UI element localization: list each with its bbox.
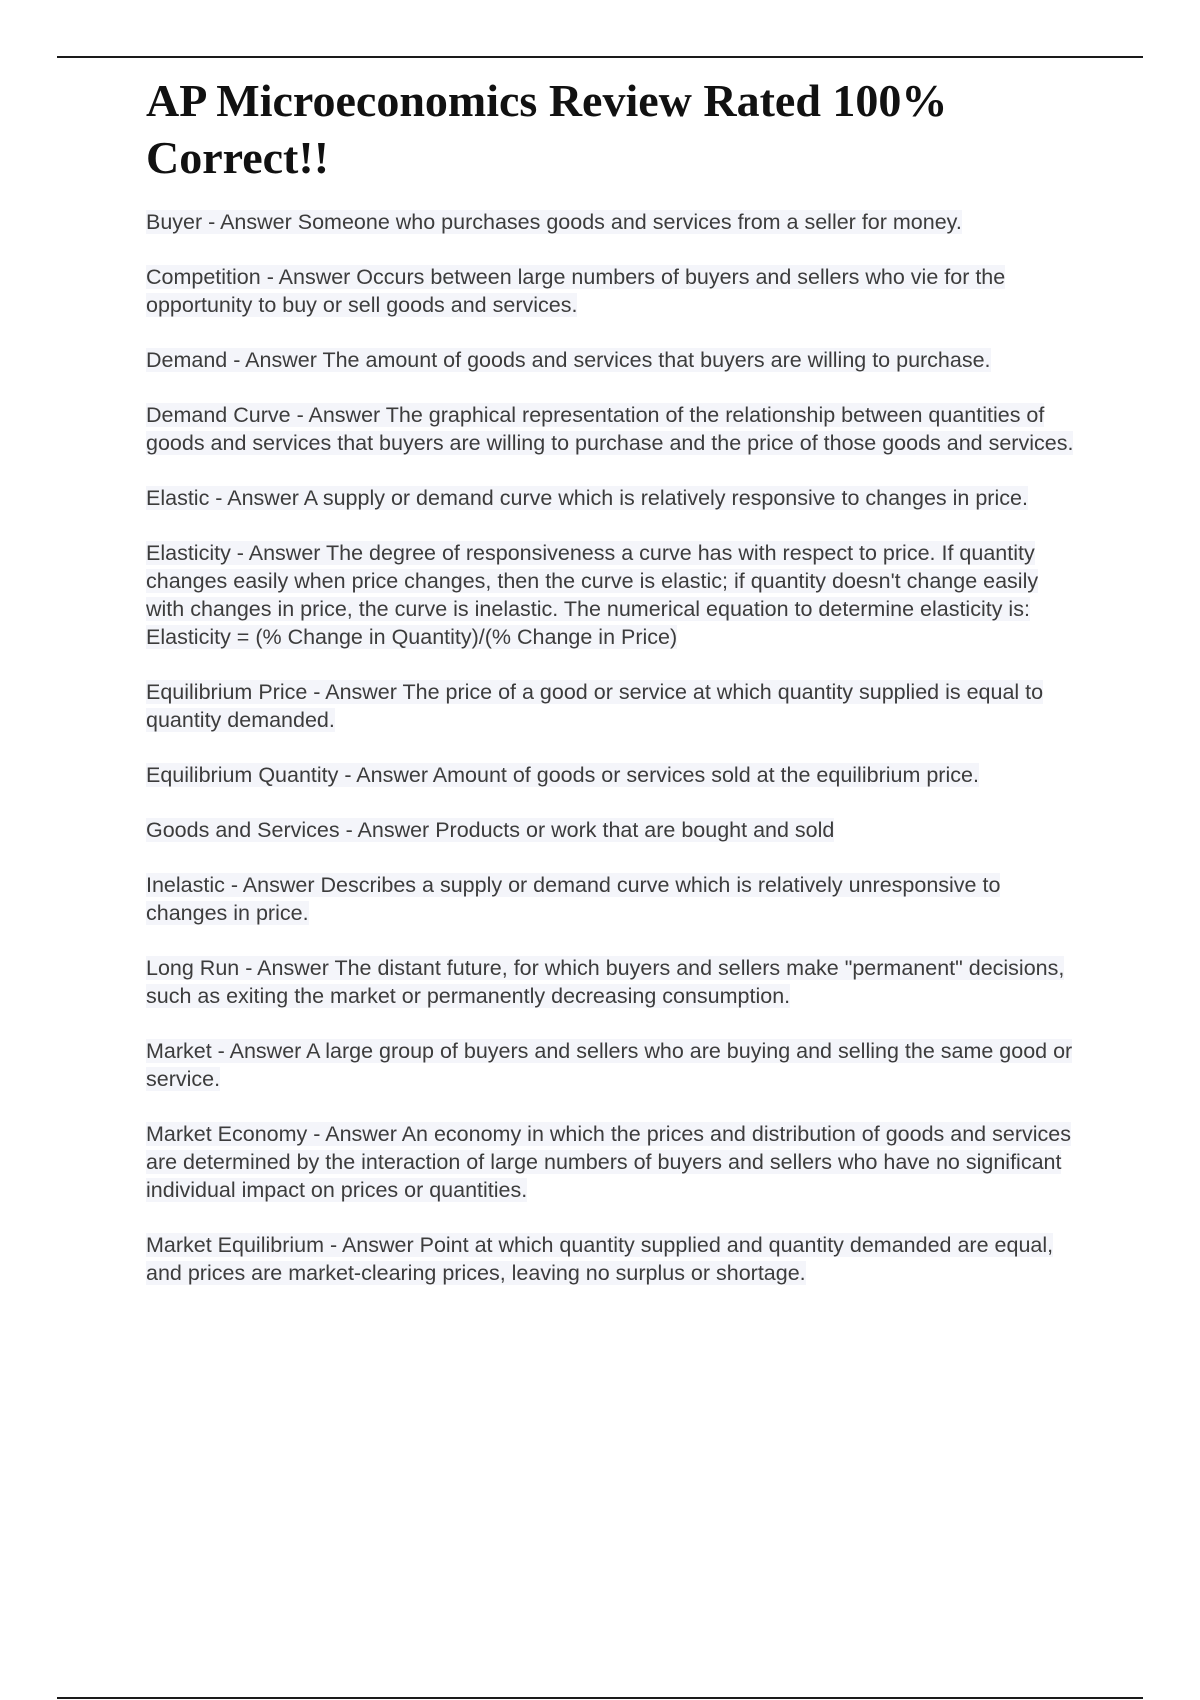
definition-text: Elasticity - Answer The degree of responsiveness a curve has with respect to price. If quantity changes easily when price changes, then the curve is elastic; if quantity doesn't change easily with changes in price, the curve is inelastic. The numerical equation to determine elasticity is: Elasticity = (% Change in Quantity)/(% Change in Price) <box>146 541 1039 649</box>
definition-entry <box>146 484 1076 512</box>
definition-text: Equilibrium Quantity - Answer Amount of goods or services sold at the equilibrium price. <box>146 763 979 787</box>
definition-text: Inelastic - Answer Describes a supply or demand curve which is relatively unresponsive to changes in price. <box>146 873 1001 925</box>
definition-text: Demand - Answer The amount of goods and services that buyers are willing to purchase. <box>146 348 991 372</box>
definition-entry <box>146 263 1076 319</box>
definition-text: Demand Curve - Answer The graphical representation of the relationship between quantities of goods and services that buyers are willing to purchase and the price of those goods and services. <box>146 403 1074 455</box>
definition-entry <box>146 1037 1076 1093</box>
definition-entry <box>146 1231 1076 1287</box>
definition-text: Market Equilibrium - Answer Point at which quantity supplied and quantity demanded are equal, and prices are market-clearing prices, leaving no surplus or shortage. <box>146 1233 1054 1285</box>
document-body <box>146 72 1076 1314</box>
bottom-rule <box>57 1697 1143 1699</box>
definition-text: Competition - Answer Occurs between large numbers of buyers and sellers who vie for the opportunity to buy or sell goods and services. <box>146 265 1006 317</box>
definition-text: Long Run - Answer The distant future, for which buyers and sellers make "permanent" decisions, such as exiting the market or permanently decreasing consumption. <box>146 956 1065 1008</box>
definition-text: Buyer - Answer Someone who purchases goods and services from a seller for money. <box>146 210 962 234</box>
definition-entry <box>146 678 1076 734</box>
definition-entry <box>146 401 1076 457</box>
document-title: AP Microeconomics Review Rated 100% Correct!! <box>146 75 948 183</box>
definition-text: Equilibrium Price - Answer The price of a good or service at which quantity supplied is equal to quantity demanded. <box>146 680 1044 732</box>
definition-list <box>146 208 1076 1287</box>
definition-text: Market - Answer A large group of buyers and sellers who are buying and selling the same good or service. <box>146 1039 1073 1091</box>
definition-entry <box>146 954 1076 1010</box>
definition-entry <box>146 761 1076 789</box>
definition-entry <box>146 871 1076 927</box>
definition-entry <box>146 539 1076 651</box>
definition-entry <box>146 1120 1076 1204</box>
top-rule <box>57 56 1143 58</box>
definition-entry <box>146 816 1076 844</box>
definition-entry <box>146 346 1076 374</box>
definition-text: Market Economy - Answer An economy in which the prices and distribution of goods and services are determined by the interaction of large numbers of buyers and sellers who have no significant individual impact on prices or quantities. <box>146 1122 1071 1202</box>
definition-text: Goods and Services - Answer Products or work that are bought and sold <box>146 818 835 842</box>
definition-text: Elastic - Answer A supply or demand curve which is relatively responsive to changes in price. <box>146 486 1028 510</box>
definition-entry <box>146 208 1076 236</box>
